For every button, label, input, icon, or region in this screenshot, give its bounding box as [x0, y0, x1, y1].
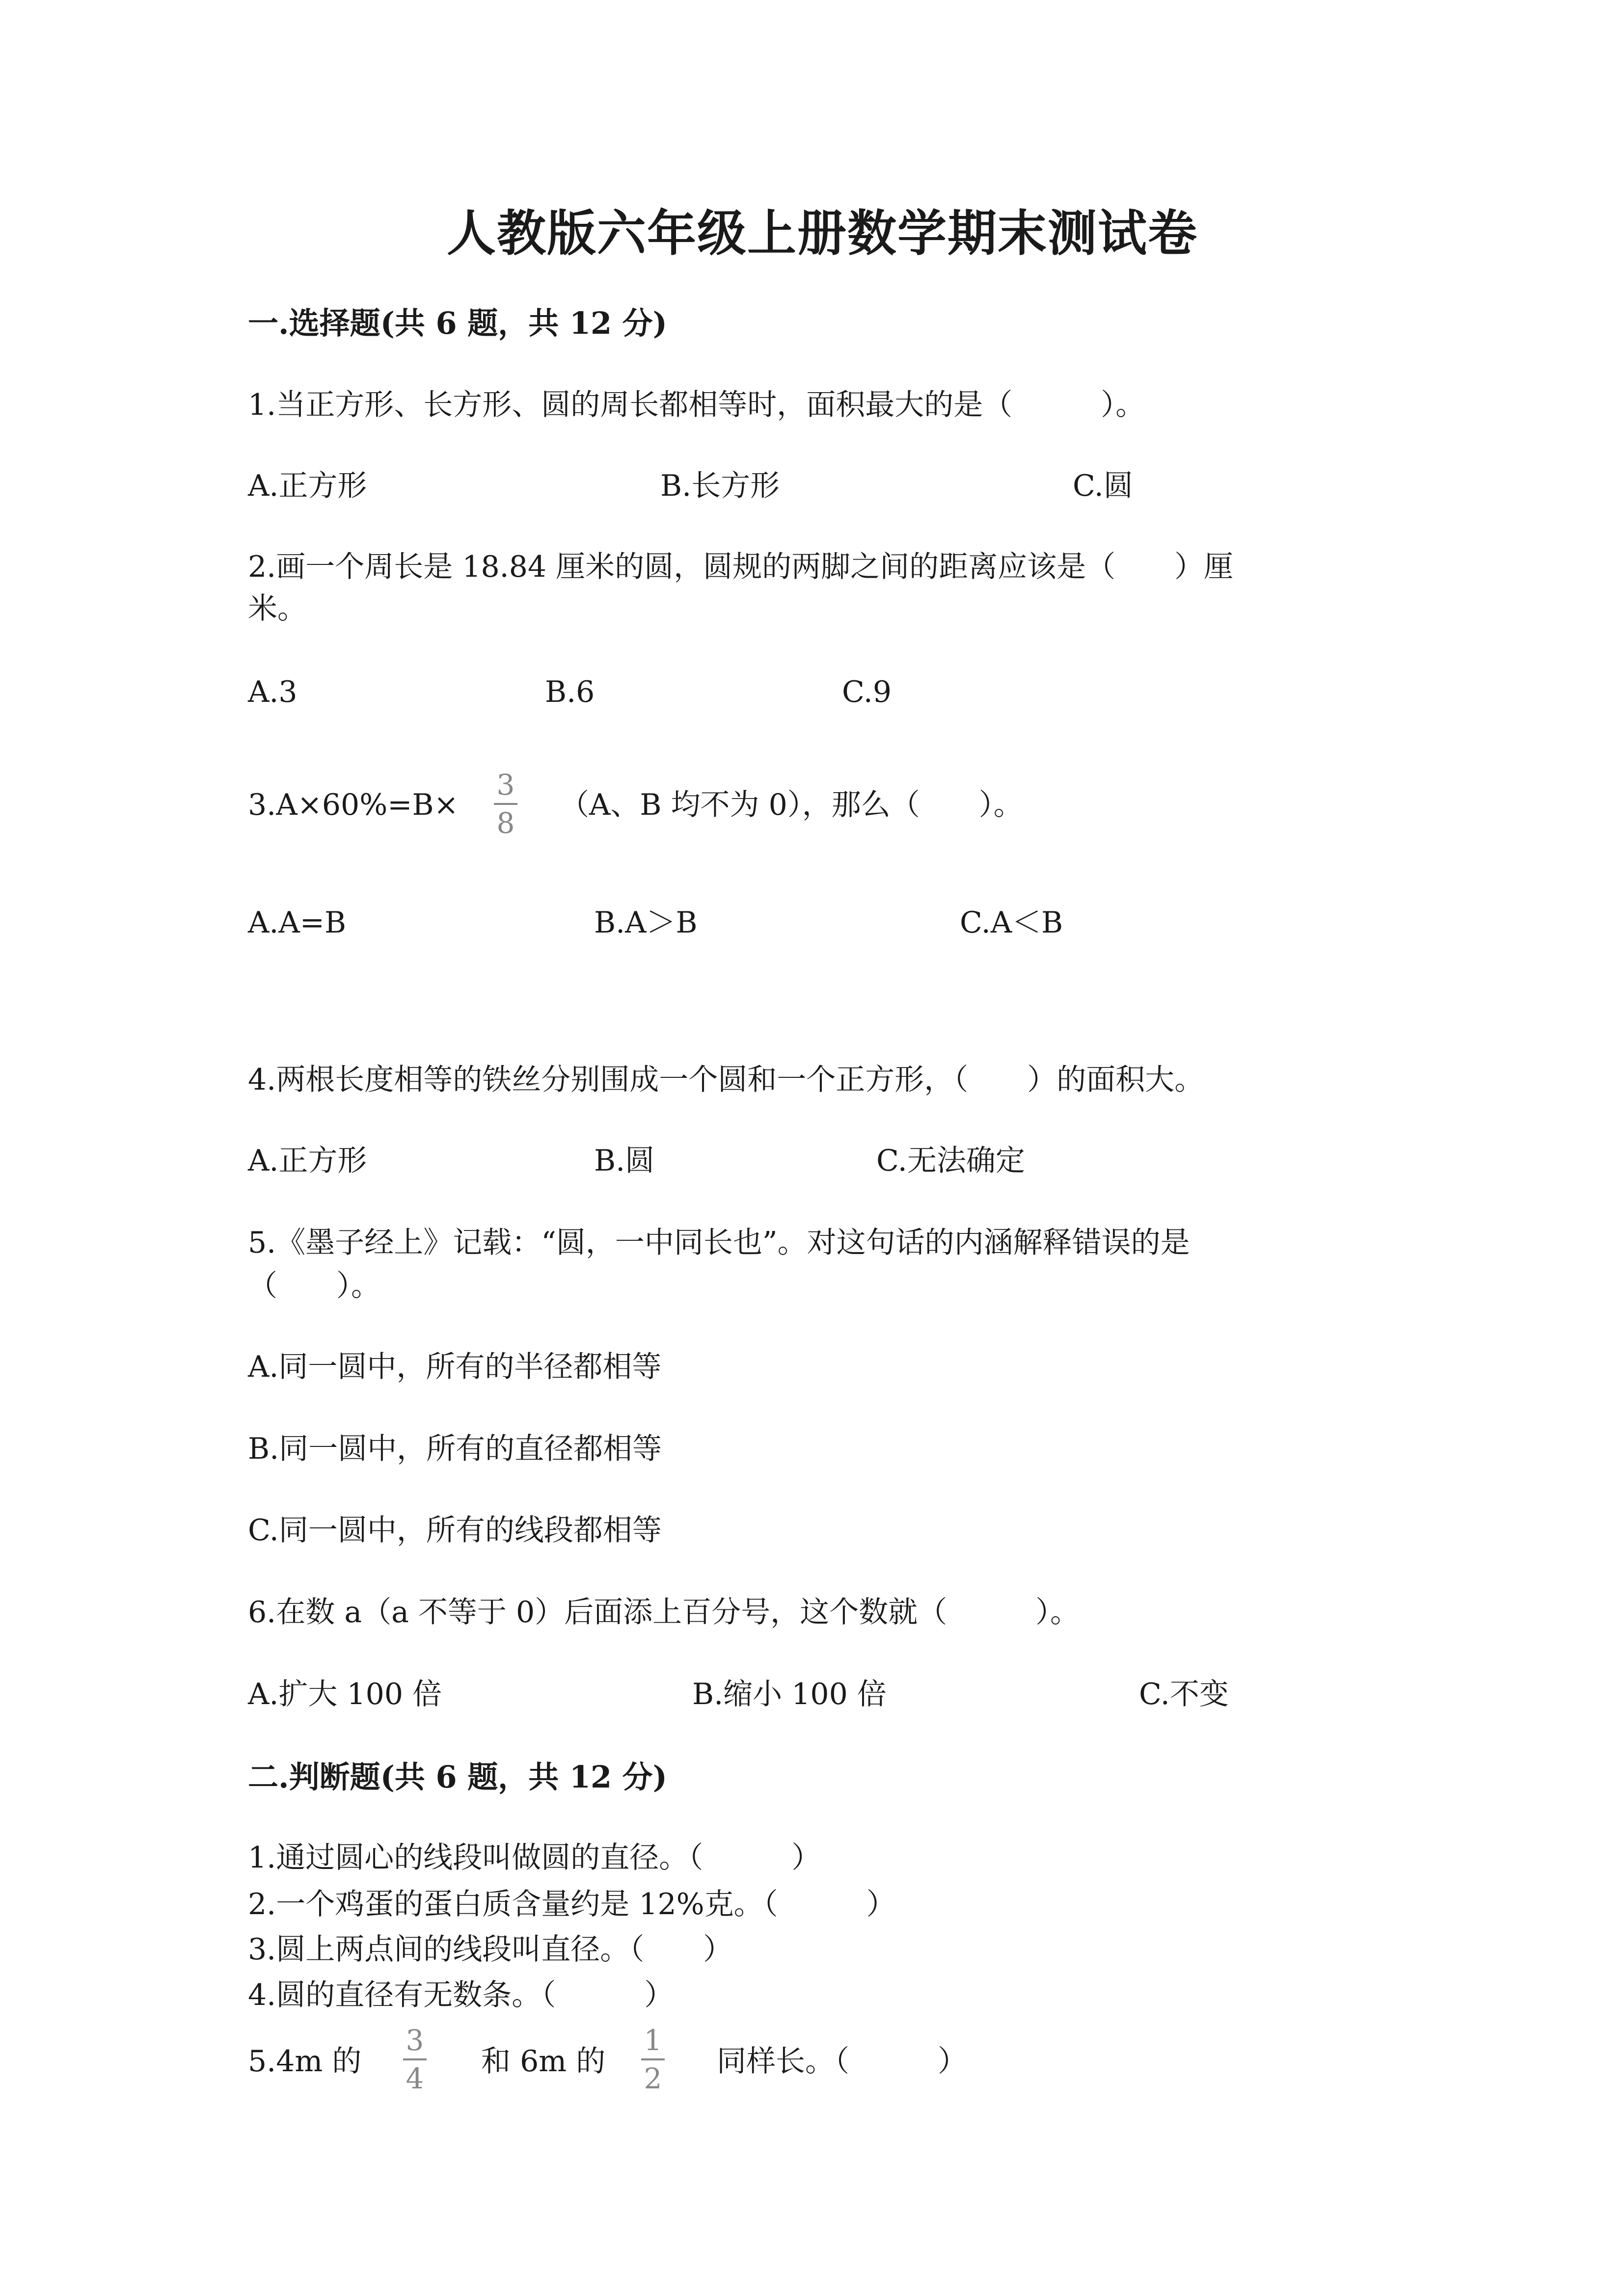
q4-option-b: B.圆: [594, 1144, 655, 1178]
page-title: 人教版六年级上册数学期末测试卷: [447, 204, 1198, 262]
q3-fraction: [491, 768, 520, 840]
q6-option-c: C.不变: [1139, 1677, 1229, 1711]
question-3-suffix: （A、B 均不为 0），那么（ ）。: [560, 788, 1023, 822]
q5-option-c: C.同一圆中，所有的线段都相等: [248, 1513, 662, 1548]
question-4: 4.两根长度相等的铁丝分别围成一个圆和一个正方形，（ ）的面积大。: [248, 1063, 1204, 1097]
question-2-line2: 米。: [248, 591, 307, 626]
q2-option-b: B.6: [545, 675, 595, 709]
fraction-bar: [494, 803, 517, 805]
judge-5-prefix: 5.4m 的: [248, 2044, 362, 2079]
fraction-numerator: 3: [496, 768, 515, 801]
q5-option-a: A.同一圆中，所有的半径都相等: [248, 1350, 662, 1384]
judge-1: 1.通过圆心的线段叫做圆的直径。（ ）: [248, 1841, 821, 1875]
judge-4: 4.圆的直径有无数条。（ ）: [248, 1978, 674, 2012]
section-heading-choice: 一.选择题(共 6 题，共 12 分): [248, 305, 668, 341]
q4-option-c: C.无法确定: [876, 1144, 1025, 1178]
fraction-bar: [641, 2058, 665, 2060]
judge-5-middle: 和 6m 的: [481, 2044, 606, 2079]
fraction-numerator: 3: [406, 2024, 424, 2057]
judge-2: 2.一个鸡蛋的蛋白质含量约是 12%克。（ ）: [248, 1887, 896, 1922]
section-heading-judge: 二.判断题(共 6 题，共 12 分): [248, 1759, 668, 1795]
q6-option-a: A.扩大 100 倍: [248, 1677, 442, 1711]
question-1: 1.当正方形、长方形、圆的周长都相等时，面积最大的是（ ）。: [248, 388, 1145, 422]
question-5-line1: 5.《墨子经上》记载：“圆，一中同长也”。对这句话的内涵解释错误的是: [248, 1226, 1190, 1260]
q1-option-c: C.圆: [1073, 469, 1133, 503]
q1-option-b: B.长方形: [660, 469, 780, 503]
judge-5-suffix: 同样长。（ ）: [717, 2044, 967, 2079]
question-3-prefix: 3.A×60%=B×: [248, 788, 459, 822]
q1-option-a: A.正方形: [248, 469, 367, 503]
fraction-denominator: 4: [406, 2062, 424, 2095]
fraction-bar: [403, 2058, 427, 2060]
question-5-line2: （ ）。: [248, 1269, 380, 1303]
q4-option-a: A.正方形: [248, 1144, 367, 1178]
judge-5-fraction-2: [638, 2026, 668, 2093]
fraction-numerator: 1: [644, 2024, 662, 2057]
q2-option-a: A.3: [248, 675, 298, 709]
q3-option-b: B.A＞B: [594, 906, 698, 940]
question-6: 6.在数 a（a 不等于 0）后面添上百分号，这个数就（ ）。: [248, 1595, 1080, 1629]
q6-option-b: B.缩小 100 倍: [692, 1677, 887, 1711]
q3-option-c: C.A＜B: [960, 906, 1063, 940]
question-2-line1: 2.画一个周长是 18.84 厘米的圆，圆规的两脚之间的距离应该是（ ）厘: [248, 550, 1234, 584]
q3-option-a: A.A=B: [248, 906, 347, 940]
judge-3: 3.圆上两点间的线段叫直径。（ ）: [248, 1932, 733, 1967]
q5-option-b: B.同一圆中，所有的直径都相等: [248, 1432, 662, 1466]
fraction-denominator: 2: [644, 2062, 662, 2095]
judge-5-fraction-1: [400, 2026, 430, 2093]
fraction-denominator: 8: [496, 806, 515, 840]
q2-option-c: C.9: [842, 675, 892, 709]
